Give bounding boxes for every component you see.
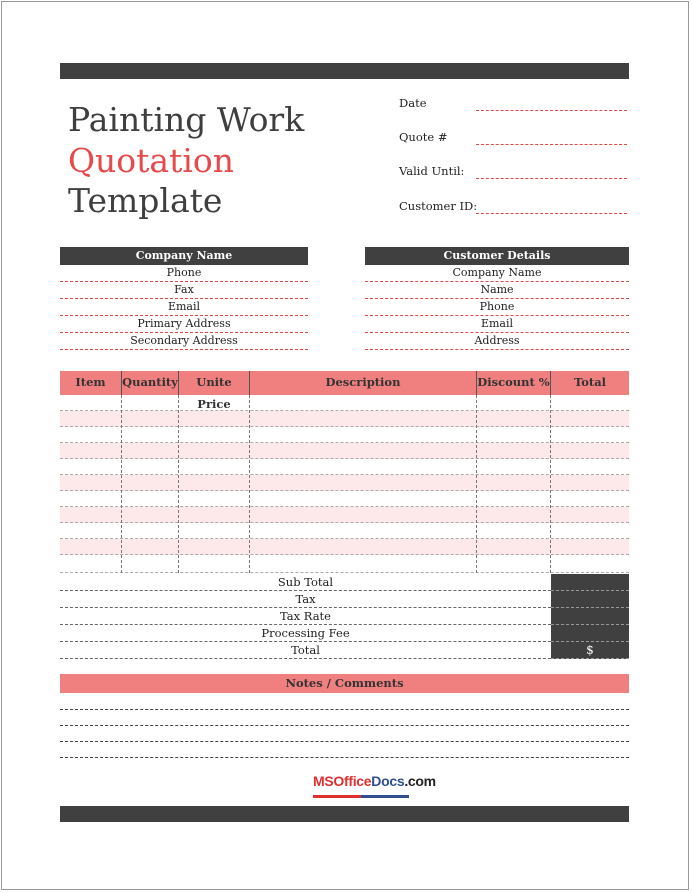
table-row[interactable]: [60, 539, 629, 555]
col-unit-price: Unite Price: [196, 375, 232, 411]
table-row[interactable]: [60, 555, 629, 573]
logo-part-com: .com: [404, 773, 436, 789]
col-item: Item: [75, 375, 106, 389]
company-header: Company Name: [60, 247, 308, 265]
column-divider: [178, 395, 179, 573]
top-bar: [60, 63, 629, 79]
table-row[interactable]: [60, 523, 629, 539]
logo-part-office: Office: [333, 773, 372, 789]
title-line-3: Template: [68, 181, 223, 220]
date-label: Date: [399, 96, 427, 110]
column-divider: [249, 395, 250, 573]
col-total: Total: [573, 375, 607, 389]
table-row[interactable]: [60, 475, 629, 491]
customer-id-field[interactable]: [476, 213, 627, 214]
processing-fee-label: Processing Fee: [60, 625, 551, 642]
processing-fee-value[interactable]: [551, 625, 629, 642]
notes-line[interactable]: [60, 757, 629, 758]
tax-rate-label: Tax Rate: [60, 608, 551, 625]
title-line-2: Quotation: [68, 141, 235, 180]
tax-label: Tax: [60, 591, 551, 608]
table-row[interactable]: [60, 443, 629, 459]
notes-line[interactable]: [60, 709, 629, 710]
customer-company-name[interactable]: Company Name: [365, 265, 629, 282]
customer-id-label: Customer ID:: [399, 199, 478, 213]
table-row[interactable]: [60, 507, 629, 523]
table-row[interactable]: [60, 411, 629, 427]
column-divider: [476, 395, 477, 573]
table-row[interactable]: [60, 395, 629, 411]
items-table-header: [60, 371, 629, 411]
column-divider: [121, 395, 122, 573]
customer-name[interactable]: Name: [365, 282, 629, 299]
total-value[interactable]: $: [551, 642, 629, 659]
company-fax[interactable]: Fax: [60, 282, 308, 299]
total-label: Total: [60, 642, 551, 659]
quote-label: Quote #: [399, 130, 448, 144]
tax-value[interactable]: [551, 591, 629, 608]
tax-rate-value[interactable]: [551, 608, 629, 625]
company-secondary-address[interactable]: Secondary Address: [60, 333, 308, 350]
notes-line[interactable]: [60, 741, 629, 742]
notes-header: Notes / Comments: [60, 674, 629, 693]
valid-until-label: Valid Until:: [399, 164, 465, 178]
title-line-1: Painting Work: [68, 100, 305, 139]
customer-header: Customer Details: [365, 247, 629, 265]
bottom-bar: [60, 806, 629, 822]
col-discount: Discount %: [477, 375, 550, 389]
customer-address[interactable]: Address: [365, 333, 629, 350]
logo-part-ms: MS: [313, 773, 334, 789]
customer-email[interactable]: Email: [365, 316, 629, 333]
customer-phone[interactable]: Phone: [365, 299, 629, 316]
company-email[interactable]: Email: [60, 299, 308, 316]
subtotal-value[interactable]: [551, 574, 629, 591]
column-divider: [550, 395, 551, 573]
valid-until-field[interactable]: [476, 178, 627, 179]
table-row[interactable]: [60, 427, 629, 443]
logo-underline: [313, 795, 409, 798]
msofficedocs-logo[interactable]: [313, 773, 436, 789]
notes-line[interactable]: [60, 725, 629, 726]
col-quantity: Quantity: [122, 375, 178, 389]
table-row[interactable]: [60, 459, 629, 475]
company-primary-address[interactable]: Primary Address: [60, 316, 308, 333]
table-row[interactable]: [60, 491, 629, 507]
logo-part-docs: Docs: [371, 773, 405, 789]
col-description: Description: [325, 375, 401, 389]
company-phone[interactable]: Phone: [60, 265, 308, 282]
subtotal-label: Sub Total: [60, 574, 551, 591]
date-field[interactable]: [476, 110, 627, 111]
quote-field[interactable]: [476, 144, 627, 145]
